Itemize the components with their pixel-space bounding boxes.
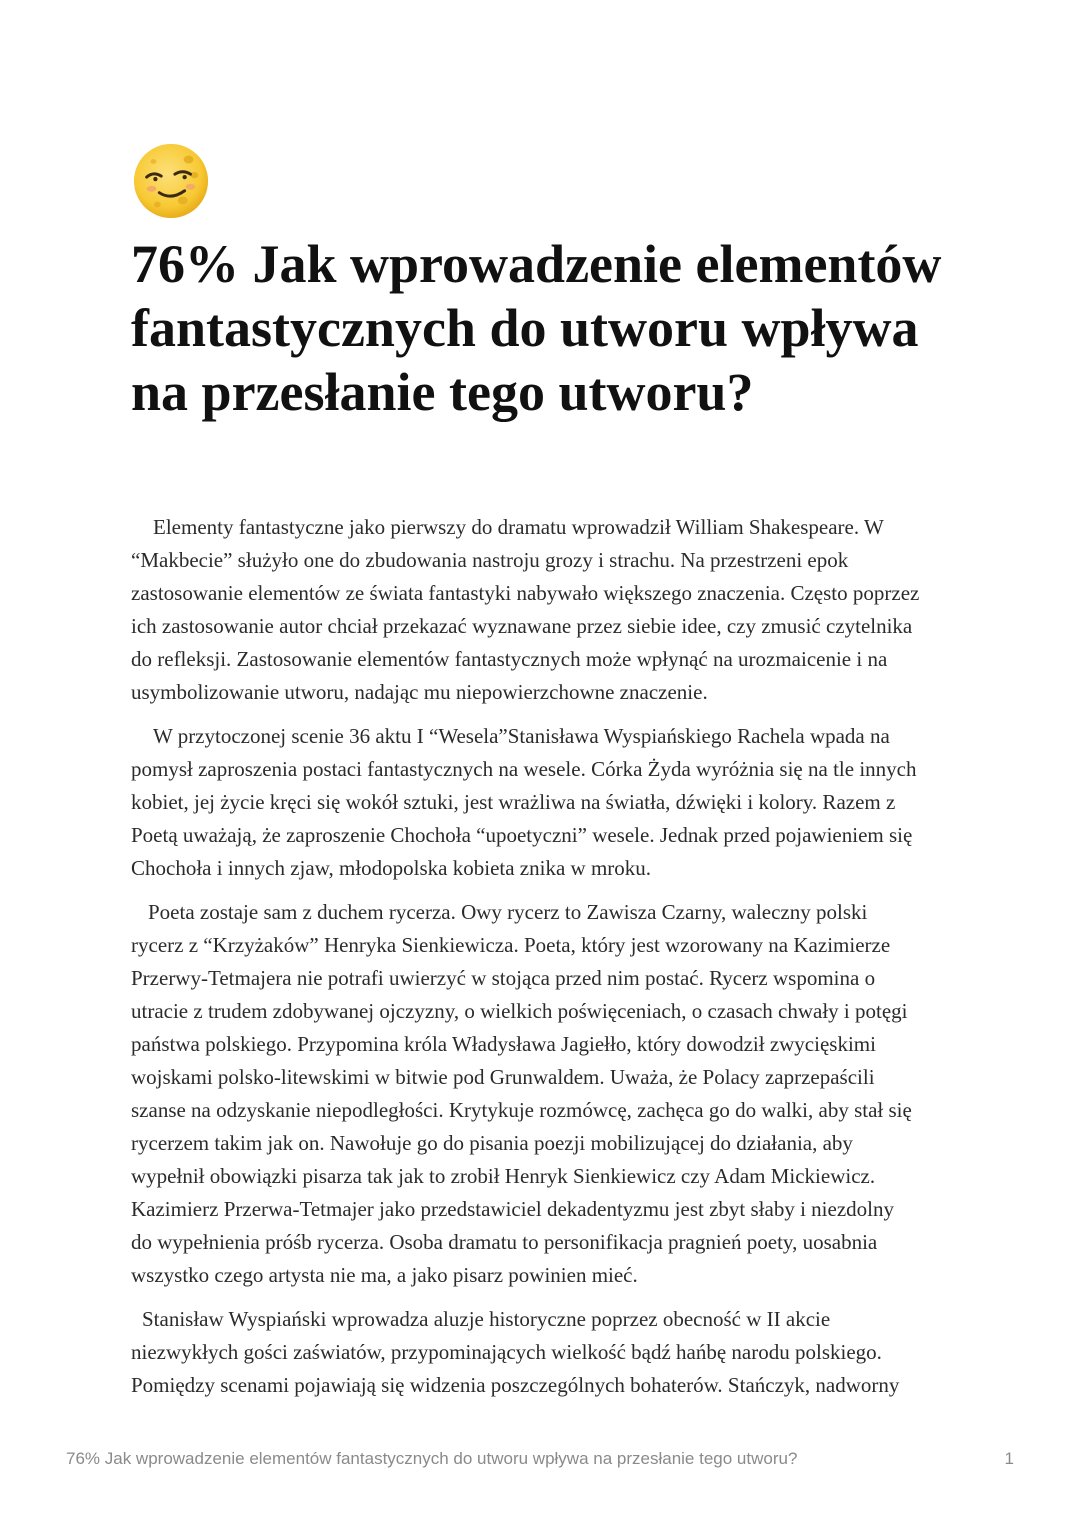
footer-running-title: 76% Jak wprowadzenie elementów fantastycznych do utworu wpływa na przesłanie tego utworu? xyxy=(66,1449,798,1468)
page-title xyxy=(131,232,991,424)
paragraph xyxy=(131,511,951,709)
paragraph xyxy=(131,720,951,885)
title-line: 76% Jak wprowadzenie elementów xyxy=(131,234,942,294)
text-line: “Makbecie” służyło one do zbudowania nastroju grozy i strachu. Na przestrzeni epok xyxy=(131,548,849,572)
title-line: na przesłanie tego utworu? xyxy=(131,362,754,422)
text-line: Poeta zostaje sam z duchem rycerza. Owy rycerz to Zawisza Czarny, waleczny polski xyxy=(148,900,868,924)
smirking-moon-face-icon xyxy=(132,142,210,220)
text-line: utracie z trudem zdobywanej ojczyzny, o wielkich poświęceniach, o czasach chwały i potęgi xyxy=(131,999,908,1023)
text-line: zastosowanie elementów ze świata fantastyki nabywało większego znaczenia. Często poprzez xyxy=(131,581,920,605)
article-body xyxy=(131,511,951,1413)
text-line: wszystko czego artysta nie ma, a jako pisarz powinien mieć. xyxy=(131,1263,638,1287)
text-line: rycerz z “Krzyżaków” Henryka Sienkiewicza. Poeta, który jest wzorowany na Kazimierze xyxy=(131,933,891,957)
text-line: Przerwy-Tetmajera nie potrafi uwierzyć w stojąca przed nim postać. Rycerz wspomina o xyxy=(131,966,876,990)
text-line: Poetą uważają, że zaproszenie Chochoła “upoetyczni” wesele. Jednak przed pojawieniem się xyxy=(131,823,913,847)
text-line: Stanisław Wyspiański wprowadza aluzje historyczne poprzez obecność w II akcie xyxy=(142,1307,831,1331)
text-line: kobiet, jej życie kręci się wokół sztuki, jest wrażliwa na światła, dźwięki i kolory. Razem z xyxy=(131,790,896,814)
text-line: niezwykłych gości zaświatów, przypominających wielkość bądź hańbę narodu polskiego. xyxy=(131,1340,882,1364)
text-line: szanse na odzyskanie niepodległości. Krytykuje rozmówcę, zachęca go do walki, aby stał się xyxy=(131,1098,912,1122)
text-line: do refleksji. Zastosowanie elementów fantastycznych może wpłynąć na urozmaicenie i na xyxy=(131,647,888,671)
text-line: Pomiędzy scenami pojawiają się widzenia poszczególnych bohaterów. Stańczyk, nadworny xyxy=(131,1373,900,1397)
text-line: Chochoła i innych zjaw, młodopolska kobieta znika w mroku. xyxy=(131,856,652,880)
paragraph xyxy=(131,896,951,1292)
text-line: usymbolizowanie utworu, nadając mu niepowierzchowne znaczenie. xyxy=(131,680,708,704)
text-line: wypełnił obowiązki pisarza tak jak to zrobił Henryk Sienkiewicz czy Adam Mickiewicz. xyxy=(131,1164,876,1188)
paragraph xyxy=(131,1303,951,1402)
text-line: państwa polskiego. Przypomina króla Władysława Jagiełło, który dowodził zwycięskimi xyxy=(131,1032,876,1056)
text-line: wojskami polsko-litewskimi w bitwie pod Grunwaldem. Uważa, że Polacy zaprzepaścili xyxy=(131,1065,875,1089)
title-line: fantastycznych do utworu wpływa xyxy=(131,298,919,358)
text-line: ich zastosowanie autor chciał przekazać wyznawane przez siebie idee, czy zmusić czytelnika xyxy=(131,614,913,638)
text-line: W przytoczonej scenie 36 aktu I “Wesela”Stanisława Wyspiańskiego Rachela wpada na xyxy=(153,724,890,748)
text-line: pomysł zaproszenia postaci fantastycznych na wesele. Córka Żyda wyróżnia się na tle innych xyxy=(131,757,917,781)
text-line: Elementy fantastyczne jako pierwszy do dramatu wprowadził William Shakespeare. W xyxy=(153,515,884,539)
page-number: 1 xyxy=(1004,1449,1014,1468)
text-line: do wypełnienia próśb rycerza. Osoba dramatu to personifikacja pragnień poety, uosabnia xyxy=(131,1230,878,1254)
text-line: Kazimierz Przerwa-Tetmajer jako przedstawiciel dekadentyzmu jest zbyt słaby i niezdolny xyxy=(131,1197,894,1221)
text-line: rycerzem takim jak on. Nawołuje go do pisania poezji mobilizującej do działania, aby xyxy=(131,1131,853,1155)
